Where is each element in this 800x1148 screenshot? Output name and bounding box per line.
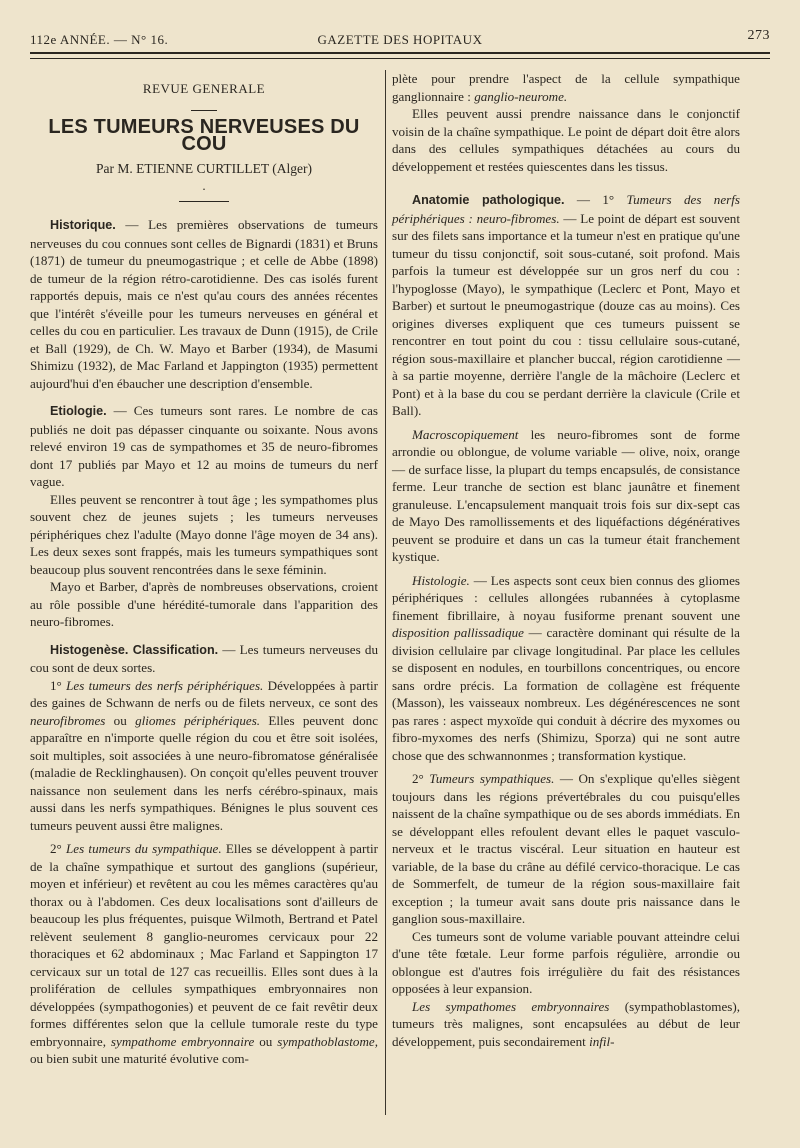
paragraph-sympathomes: Les sympathomes embryonnaires (sympathoblastomes), tumeurs très malignes, sont encapsulées au début de leur développement, puis secondairement infil- (392, 998, 740, 1049)
paragraph-sympathique: 2° Les tumeurs du sympathique. Elles se développent à partir de la chaîne sympathique et surtout des ganglions (supérieur, moyen et inférieur) et revêtent au cou les mêmes caractères qu'au thorax ou à l'abdomen. Ces deux localisations sont d'ailleurs de beaucoup les plus fréquentes, puisque Wilmoth, Bertrand et Patel relèvent seulement 8 ganglio-neuromes cervicaux pour 22 thoraciques et 62 abdominaux ; Mac Farland et Sappington 17 cervicaux sur un total de 127 cas recueillis. Elles sont dues à la prolifération de cellules sympathiques embryonnaires non développées (sympathogonies) et peuvent de ce fait revêtir deux formes différentes selon que la cellule tumorale reste du type embryonnaire, sympathome embryonnaire ou sympathoblastome, ou bien subit une maturité évolutive com- (30, 841, 378, 1066)
paragraph-macroscopie: Macroscopiquement les neuro-fibromes sont de forme arrondie ou oblongue, de volume variable — olive, noix, orange — de surface lisse, la plupart du temps encapsulés, de consistance ferme. Leur tranche de section est blanc jaunâtre et finement granuleuse. L'encapsulement manquait trois fois sur dix-sept cas de Mayo Des ramollissements et des liquéfactions dégénératives peuvent se produire et dans un cas la tumeur était franchement kystique. (392, 426, 740, 564)
paragraph-anatomie: Anatomie pathologique. — 1° Tumeurs des nerfs périphériques : neuro-fibromes. — Le point de départ est souvent sur des filets sans importance et la tumeur n'est en pratique qu'une tumeur du tissu conjonctif, soit sous-cutané, soit profond. Mais parfois la tumeur est développée sur un gros nerf du cou : l'hypoglosse (Mayo), le sympathique (Leclerc et Pont, Mayo et Barber) et surtout le pneumogastrique (douze cas au moins). Ces origines diverses expliquent que ces tumeurs puissent se rencontrer en tout point du cou : tissu cellulaire sous-cutané, région sous-maxillaire et plancher buccal, région carotidienne — à sa partie moyenne, derrière l'angle de la mâchoire (Leclerc et Pont) et à la base du cou se perdant derrière la clavicule (Crile et Ball). (392, 192, 740, 418)
paragraph-etiologie-2: Elles peuvent se rencontrer à tout âge ; les sympathomes plus souvent chez de jeunes sujets ; les tumeurs nerveuses périphériques chez l'adulte (Mayo donne l'âge moyen de 34 ans). Les deux sexes sont frappés, mais les tumeurs sympathiques sont beaucoup plus souvent rencontrées dans le sexe féminin. (30, 491, 378, 577)
paragraph-histogenese: Histogenèse. Classification. — Les tumeurs nerveuses du cou sont de deux sortes. (30, 641, 378, 675)
running-header (30, 28, 770, 52)
journal-name: GAZETTE DES HOPITAUX (317, 32, 483, 47)
heading-etiologie: Etiologie. (50, 404, 107, 418)
heading-historique: Historique. (50, 218, 116, 232)
heading-anatomie: Anatomie pathologique. (412, 193, 565, 207)
header-rule-thick (30, 52, 770, 54)
issue-number: 112e ANNÉE. — N° 16. (30, 32, 169, 47)
paragraph-histologie: Histologie. — Les aspects sont ceux bien connus des gliomes périphériques : cellules allongées rubannées à cytoplasme finement fibrillaire, à noyau fusiforme prenant souvent une disposition pallissadique — caractère dominant qui résulte de la division cellulaire par clivage longitudinal. Par place les cellules se disposent en nodules, en tourbillons concentriques, ou encore sans ordre précis. La formation de collagène est fréquente (Masson), les vaisseaux nombreux. Les dégénérescences ne sont pas rares : aspect myxoïde qui conduit à décrire des myxomes ou fibro-myxomes des nerfs (Shimizu, Sporza) qui ne sont autre chose que des schwannonmes ; transformation kystique. (392, 572, 740, 763)
article-title: LES TUMEURS NERVEUSES DU COU (48, 115, 360, 155)
byline: Par M. ETIENNE CURTILLET (Alger) (95, 160, 312, 176)
section-kicker: REVUE GENERALE (142, 81, 266, 96)
right-column (392, 70, 740, 1050)
paragraph-volume: Ces tumeurs sont de volume variable pouvant atteindre celui d'une tête fœtale. Leur forme parfois régulière, arrondie ou oblongue est d'autres fois irrégulière du fait des résistances opposées à leur expansion. (392, 928, 740, 996)
header-rule-thin (30, 58, 770, 59)
paragraph-tumeurs-sympathiques: 2° Tumeurs sympathiques. — On s'explique qu'elles siègent toujours dans les régions prévertébrales du cou puisqu'elles naissent de la chaîne sympathique ou de ses abords immédiats. En se développant elles refoulent devant elles le paquet vasculo-nerveux et le tractus viscéral. Leur situation en hauteur est variable, de la base du crâne au défilé cervico-thoracique. Le cas de Sommerfelt, de tumeur de la région sous-maxillaire fait exception ; la tumeur avait sans doute pris naissance dans le ganglion sous-maxillaire. (392, 771, 740, 926)
paragraph-conjonctif: Elles peuvent aussi prendre naissance dans le conjonctif voisin de la chaîne sympathique. Le point de départ doit être alors dans des cellules sympathiques détachées au cours du développement et restées quiescentes dans les tissus. (392, 106, 740, 174)
paragraph-etiologie-3: Mayo et Barber, d'après de nombreuses observations, croient au rôle possible d'une hérédité-tumorale dans l'apparition des neuro-fibromes. (30, 579, 378, 629)
paragraph-nerfs-peripheriques: 1° Les tumeurs des nerfs périphériques. Développées à partir des gaines de Schwann de nerfs ou de filets nerveux, ce sont des neurofibromes ou gliomes périphériques. Elles peuvent donc apparaître en n'importe quelle région du cou et être soit isolées, soit multiples, soit associées à une neuro-fibromatose généralisée (maladie de Recklinghausen). On conçoit qu'elles peuvent trouver naissance non seulement dans les nerfs cérébro-spinaux, mais aussi dans les nerfs sympathiques. Bénignes le plus souvent ces tumeurs peuvent aussi être malignes. (30, 677, 379, 833)
byline-dot: . (202, 178, 206, 193)
paragraph-continuation: plète pour prendre l'aspect de la cellule sympathique ganglionnaire : ganglio-neurome. (392, 71, 740, 104)
column-divider (385, 70, 386, 1115)
heading-histogenese: Histogenèse. Classification. (50, 642, 219, 657)
left-column (30, 70, 378, 1068)
paragraph-etiologie: Etiologie. — Ces tumeurs sont rares. Le nombre de cas publiés ne doit pas dépasser cinquante ou soixante. Nous avons relevé environ 19 cas de sympathomes et 35 de neuro-fibromes dont 17 publiés par Mayo et 12 au moins de tumeurs du nerf vague. (30, 403, 378, 489)
paragraph-historique: Historique. — Les premières observations de tumeurs nerveuses du cou connues sont celles de Bignardi (1831) et Bruns (1871) de tumeur du pneumogastrique ; et celle de Abbe (1898) de tumeur de la région rétro-carotidienne. Des cas isolés furent rapportés depuis, mais ce n'est qu'au cours des années récentes que l'intérêt s'éveille pour les tumeurs nerveuses en général et celles du cou en particulier. Les travaux de Dunn (1915), de Crile et Ball (1929), de Ch. W. Mayo et Barber (1934), de Masumi Shimizu (1932), de Mac Farland et Jappington (1935) permettent aujourd'hui d'en ébaucher une description d'ensemble. (30, 217, 378, 391)
kicker-rule (191, 110, 217, 111)
title-rule (179, 201, 229, 202)
page-number: 273 (747, 28, 770, 43)
